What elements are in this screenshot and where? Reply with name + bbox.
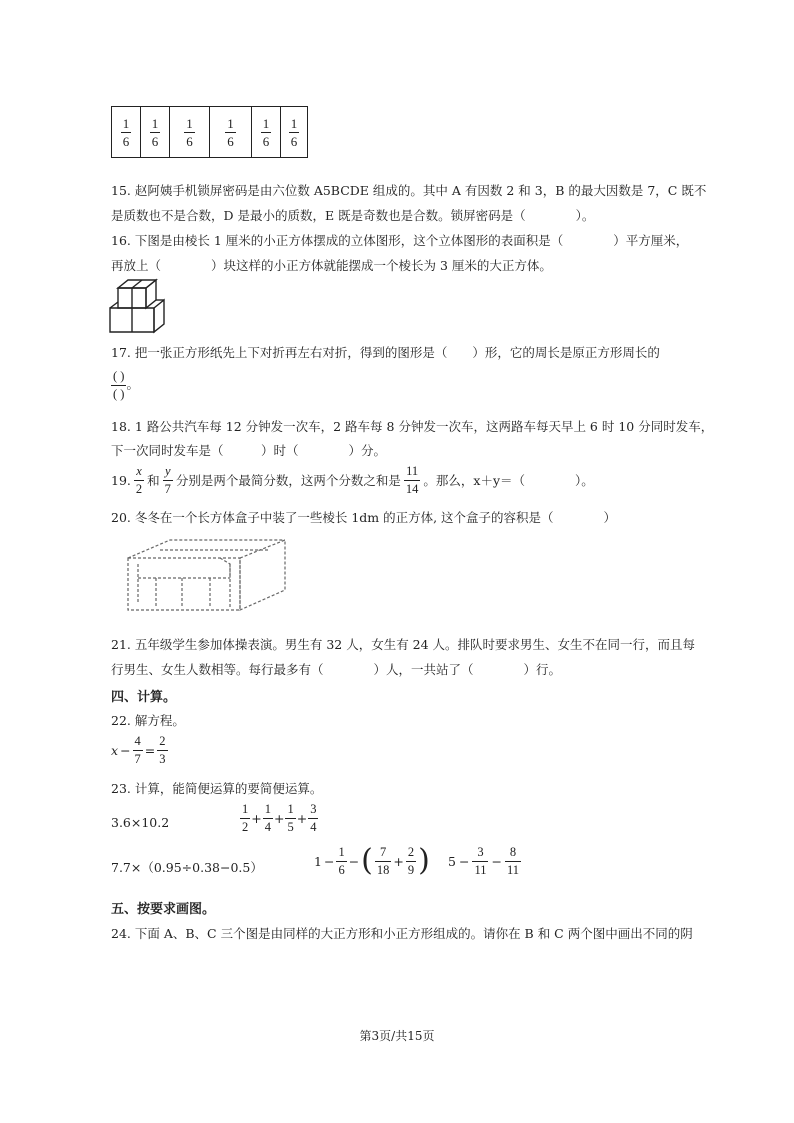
q19-prefix: 19.	[111, 472, 131, 488]
frac-num: 1	[242, 802, 249, 816]
lead-number: 1	[314, 853, 322, 869]
q17-blank-den: ( )	[113, 386, 125, 401]
cell-denominator: 6	[122, 133, 130, 149]
cell-denominator: 6	[227, 133, 234, 149]
minus-sign: −	[458, 853, 470, 869]
frac-num: 3	[477, 845, 484, 859]
q22-equation	[111, 735, 168, 765]
section4-title: 四、计算。	[111, 690, 177, 705]
frac-num: 1	[338, 845, 345, 859]
frac-num: 1	[287, 802, 294, 816]
fraction-strip	[111, 106, 308, 158]
frac-den: 9	[407, 862, 415, 877]
frac-den: 2	[242, 819, 249, 834]
q21-line1: 21. 五年级学生参加体操表演。男生有 32 人，女生有 24 人。排队时要求男生、女生不在同一行，而且每	[111, 637, 696, 652]
q22-minus: −	[120, 742, 131, 758]
plus-sign: +	[251, 810, 262, 826]
frac-den: 6	[338, 862, 345, 877]
frac-num: 1	[264, 802, 271, 816]
q22-var: x	[111, 742, 119, 758]
q23-expr4	[314, 843, 430, 878]
q21-line2: 行男生、女生人数相等。每行最多有（ ）人，一共站了（ ）行。	[111, 662, 562, 677]
minus-sign: −	[348, 853, 360, 869]
cell-numerator: 1	[186, 115, 193, 131]
q17-line1: 17. 把一张正方形纸先上下对折再左右对折，得到的图形是（ ）形，它的周长是原正方形周长的	[111, 345, 660, 360]
cube-stack-figure	[108, 278, 172, 336]
q17-blank-fraction	[111, 370, 139, 400]
q23-expr2	[240, 803, 318, 833]
frac-num: 7	[380, 845, 387, 859]
plus-sign: +	[393, 853, 404, 869]
frac-num: 2	[407, 845, 415, 859]
q15-line2: 是质数也不是合数，D 是最小的质数，E 既是奇数也是合数。锁屏密码是（ ）。	[111, 208, 595, 223]
q15-line1: 15. 赵阿姨手机锁屏密码是由六位数 A5BCDE 组成的。其中 A 有因数 2 和 3，B 的最大因数是 7，C 既不	[111, 183, 707, 198]
plus-sign: +	[296, 810, 308, 826]
frac-den: 4	[264, 819, 271, 834]
q19-y-num: y	[165, 464, 171, 478]
frac-den: 18	[376, 862, 390, 877]
q19-y-den: 7	[164, 481, 171, 496]
cell-denominator: 6	[151, 133, 159, 149]
cell-denominator: 6	[290, 133, 298, 149]
strip-cell	[170, 107, 210, 157]
q22-title: 22. 解方程。	[111, 713, 185, 728]
frac-den: 4	[310, 819, 317, 834]
frac-den: 11	[474, 862, 487, 877]
minus-sign: −	[323, 853, 335, 869]
q22-a-num: 4	[134, 734, 141, 748]
strip-cell	[281, 107, 307, 157]
q17-blank-num: ( )	[113, 369, 125, 383]
strip-cell	[252, 107, 281, 157]
q16-line1: 16. 下图是由棱长 1 厘米的小正方体摆成的立体图形，这个立体图形的表面积是（ ）平方厘米，	[111, 233, 689, 248]
q19-tail: 。那么，x＋y＝（ ）。	[423, 473, 594, 488]
q20-line1: 20. 冬冬在一个长方体盒子中装了一些棱长 1dm 的正方体, 这个盒子的容积是（ ）	[111, 510, 617, 525]
q23-expr5	[448, 846, 521, 876]
cell-denominator: 6	[262, 133, 270, 149]
right-paren: )	[418, 843, 430, 878]
frac-num: 3	[310, 802, 317, 816]
cell-numerator: 1	[151, 115, 159, 131]
cell-numerator: 1	[122, 115, 130, 131]
cell-numerator: 1	[290, 115, 298, 131]
q24-line1: 24. 下面 A、B、C 三个图是由同样的大正方形和小正方形组成的。请你在 B 和 C 两个图中画出不同的阴	[111, 926, 693, 941]
q19-line	[111, 465, 594, 495]
strip-cell	[141, 107, 170, 157]
left-paren: (	[361, 843, 373, 878]
q16-line2: 再放上（ ）块这样的小正方体就能摆成一个棱长为 3 厘米的大正方体。	[111, 258, 552, 273]
plus-sign: +	[273, 810, 285, 826]
minus-sign: −	[491, 853, 502, 869]
q22-eq: =	[144, 742, 156, 758]
q22-b-num: 2	[159, 734, 166, 748]
q17-tail: 。	[126, 376, 139, 392]
frac-den: 5	[287, 819, 294, 834]
q19-sum-num: 11	[406, 464, 419, 478]
cube-side	[154, 300, 164, 332]
q19-mid: 分别是两个最简分数，这两个分数之和是	[175, 473, 401, 488]
q22-a-den: 7	[134, 751, 141, 766]
frac-num: 8	[509, 845, 517, 859]
q23-expr1: 3.6×10.2	[111, 815, 170, 830]
q19-x-den: 2	[135, 481, 143, 496]
q19-and: 和	[147, 473, 160, 488]
lead-number: 5	[448, 853, 456, 869]
section5-title: 五、按要求画图。	[111, 902, 216, 917]
cell-numerator: 1	[227, 115, 234, 131]
strip-cell	[210, 107, 252, 157]
strip-cell	[112, 107, 141, 157]
cell-numerator: 1	[262, 115, 270, 131]
q22-b-den: 3	[159, 751, 166, 766]
q18-line2: 下一次同时发车是（ ）时（ ）分。	[111, 443, 387, 458]
frac-den: 11	[506, 862, 520, 877]
cell-denominator: 6	[186, 133, 193, 149]
box-figure	[120, 534, 292, 616]
q19-x-num: x	[136, 464, 142, 478]
page-footer: 第3页/共15页	[359, 1029, 435, 1043]
q23-expr3: 7.7×（0.95÷0.38−0.5）	[111, 860, 263, 875]
q18-line1: 18. 1 路公共汽车每 12 分钟发一次车，2 路车每 8 分钟发一次车，这两路车每天早上 6 时 10 分同时发车，	[111, 419, 714, 434]
q23-title: 23. 计算，能简便运算的要简便运算。	[111, 781, 323, 796]
q19-sum-den: 14	[405, 481, 419, 496]
